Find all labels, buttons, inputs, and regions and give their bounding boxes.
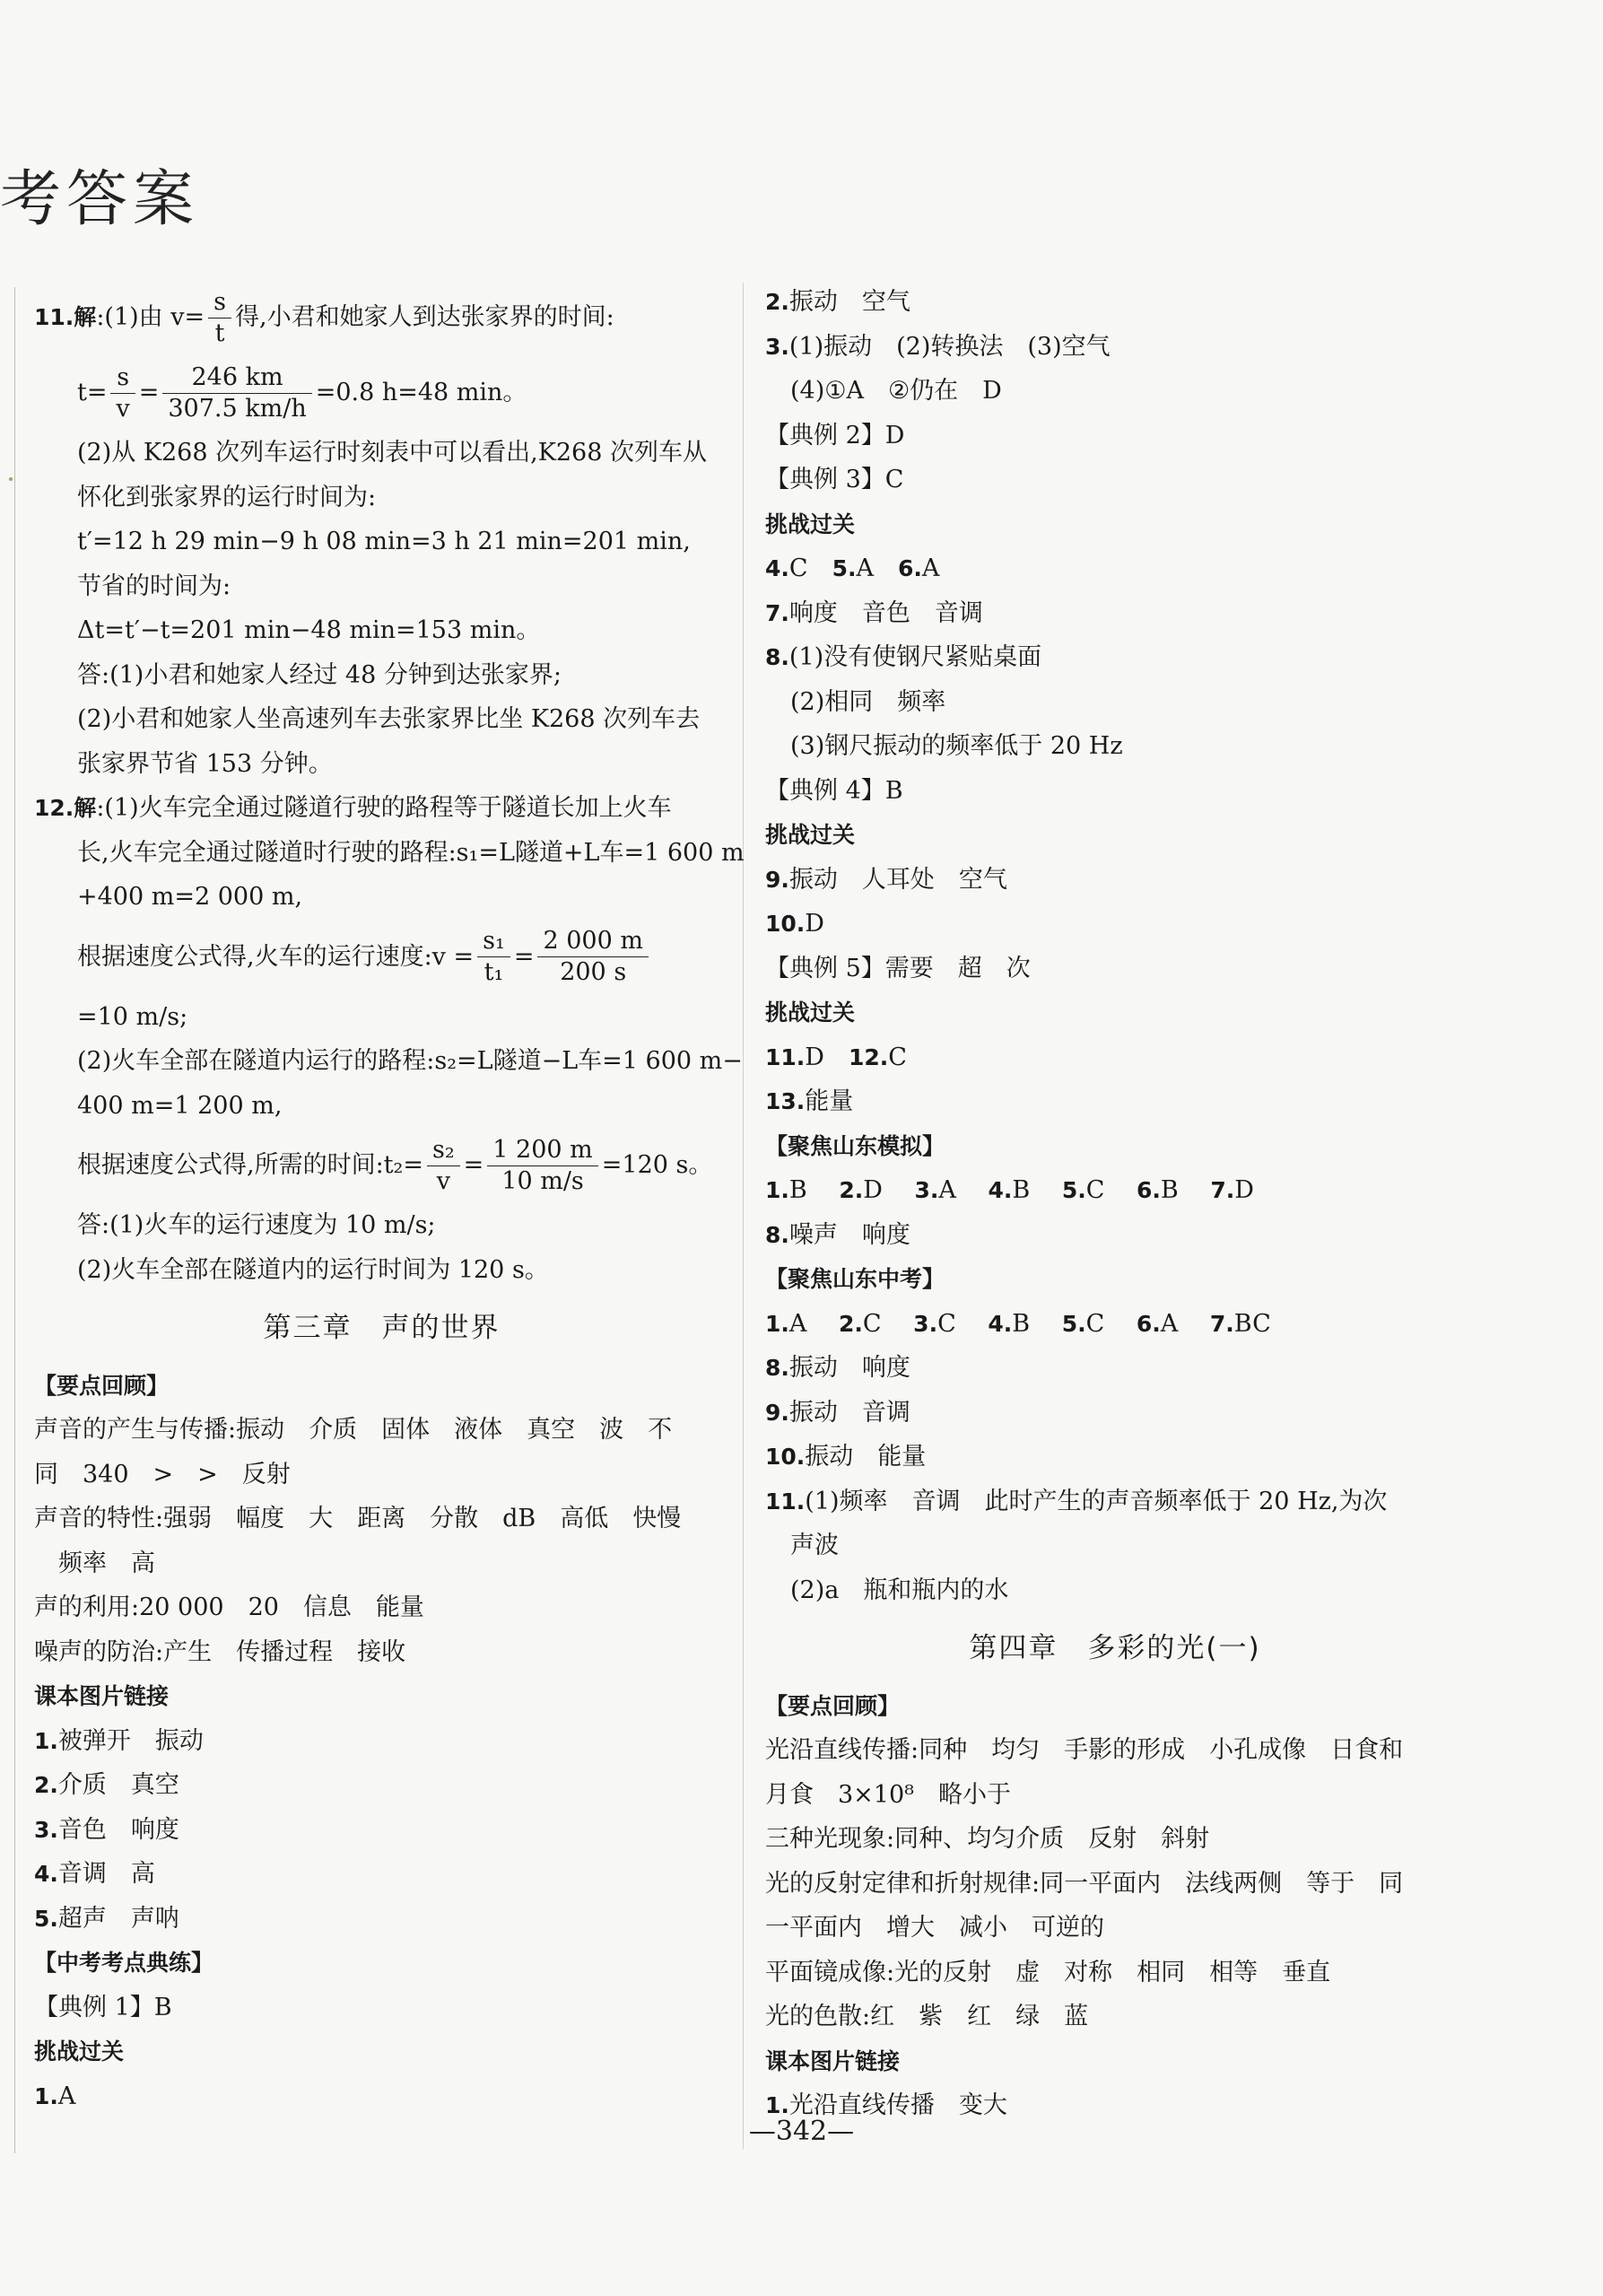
text-line: t′=12 h 29 min−9 h 08 min=3 h 21 min=201 min, — [77, 528, 691, 555]
fraction: $\frac{s}{v}$ — [110, 362, 135, 424]
q12-line-1: 12.解:(1)火车完全通过隧道行驶的路程等于隧道长加上火车 — [34, 794, 672, 822]
text-line: 光的色散:红 紫 红 绿 蓝 — [765, 2003, 1089, 2030]
page-header-title: 考答案 — [0, 164, 200, 235]
text-line: 答:(1)小君和她家人经过 48 分钟到达张家界; — [77, 660, 562, 689]
fraction: $\frac{s}{t}$ — [208, 287, 231, 349]
list-item: 10.振动 能量 — [765, 1443, 927, 1471]
section-title: 课本图片链接 — [765, 2047, 901, 2074]
list-item: 10.D — [765, 910, 824, 938]
text-line: 怀化到张家界的运行时间为: — [77, 483, 377, 511]
section-title: 挑战过关 — [765, 822, 856, 848]
text-line: 同 340 > > 反射 — [34, 1460, 291, 1488]
list-item: 4.C 5.A 6.A — [765, 554, 940, 582]
list-item: 11.D 12.C — [765, 1043, 907, 1071]
section-title: 挑战过关 — [765, 1000, 856, 1026]
text-line: (2)a 瓶和瓶内的水 — [790, 1576, 1009, 1604]
text-line: 张家界节省 153 分钟。 — [77, 749, 333, 778]
text-line: 【典例 2】D — [765, 421, 905, 450]
text-line: 【典例 3】C — [765, 466, 904, 493]
section-title: 【聚焦山东模拟】 — [765, 1132, 945, 1159]
text-line: 一平面内 增大 减小 可逆的 — [765, 1914, 1104, 1942]
left-column — [34, 280, 745, 2118]
text-line: 平面镜成像:光的反射 虚 对称 相同 相等 垂直 — [765, 1958, 1331, 1986]
list-item: 5.超声 声呐 — [34, 1904, 179, 1933]
text-line: 【典例 5】需要 超 次 — [765, 954, 1031, 982]
text-line: 光的反射定律和折射规律:同一平面内 法线两侧 等于 同 — [765, 1869, 1404, 1898]
list-item: 11.(1)频率 音调 此时产生的声音频率低于 20 Hz,为次 — [765, 1487, 1388, 1515]
fraction: $\frac{1 200 m}{10 m/s}$ — [487, 1135, 597, 1197]
text-line: (2)火车全部在隧道内的运行时间为 120 s。 — [77, 1255, 549, 1284]
list-item: 3.(1)振动 (2)转换法 (3)空气 — [765, 332, 1111, 361]
list-item: 9.振动 音调 — [765, 1398, 910, 1427]
text-line: 月食 3×10⁸ 略小于 — [765, 1780, 1011, 1809]
text-line: 长,火车完全通过隧道时行驶的路程:s₁=L隧道+L车=1 600 m — [77, 838, 745, 867]
list-item: 2.介质 真空 — [34, 1771, 179, 1799]
margin-mark — [9, 477, 13, 481]
list-item: 8.噪声 响度 — [765, 1220, 910, 1249]
chapter-3-title: 第三章 声的世界 — [263, 1312, 501, 1344]
list-item: 9.振动 人耳处 空气 — [765, 865, 1007, 894]
list-item: 3.音色 响度 — [34, 1815, 179, 1844]
text-line: 声音的产生与传播:振动 介质 固体 液体 真空 波 不 — [34, 1416, 673, 1444]
list-item: 7.响度 音色 音调 — [765, 598, 983, 627]
q12-time-line: 根据速度公式得,所需的时间:t₂= $\frac{\text{s₂}}{v}$ = $\frac{1 200 m}{10 m/s}$ =120 s。 — [77, 1135, 713, 1195]
section-title: 挑战过关 — [765, 511, 856, 537]
section-title: 课本图片链接 — [34, 1683, 170, 1709]
text-line: (2)小君和她家人坐高速列车去张家界比坐 K268 次列车去 — [77, 705, 701, 733]
page-number: —342— — [748, 2116, 855, 2147]
text-line: 声波 — [790, 1532, 839, 1559]
q12-velocity-line: 根据速度公式得,火车的运行速度:v = $\frac{\text{s₁}}{\text{t₁}}$ = $\frac{2 000 m}{200 s}$ — [34, 920, 729, 995]
chapter-4-title: 第四章 多彩的光(一) — [969, 1632, 1261, 1664]
text-line: (2)相同 频率 — [790, 687, 946, 716]
text-line: (2)火车全部在隧道内运行的路程:s₂=L隧道−L车=1 600 m− — [77, 1047, 743, 1075]
list-item: 8.(1)没有使钢尺紧贴桌面 — [765, 643, 1042, 671]
section-title: 【中考考点典练】 — [34, 1950, 214, 1976]
list-item: 1.光沿直线传播 变大 — [765, 2091, 1007, 2119]
text-line: (2)从 K268 次列车运行时刻表中可以看出,K268 次列车从 — [77, 439, 707, 467]
fraction: $\frac{\text{s₂}}{v}$ — [427, 1135, 460, 1197]
text-line: 节省的时间为: — [77, 572, 231, 600]
text-line: 【典例 4】B — [765, 776, 903, 805]
text-line: 噪声的防治:产生 传播过程 接收 — [34, 1637, 406, 1666]
left-margin-rule — [14, 287, 15, 2153]
text-line: 光沿直线传播:同种 均匀 手影的形成 小孔成像 日食和 — [765, 1736, 1404, 1764]
q11-line-2: t= $\frac{s}{v}$ = $\frac{246 km}{307.5 km/h}$ =0.8 h=48 min。 — [77, 362, 527, 423]
text-line: =10 m/s; — [77, 1002, 188, 1031]
text-line: 三种光现象:同种、均匀介质 反射 斜射 — [765, 1825, 1210, 1853]
right-column — [765, 280, 1465, 2128]
list-item: 1.被弹开 振动 — [34, 1726, 204, 1755]
list-item: 4.音调 高 — [34, 1860, 155, 1888]
section-title: 【要点回顾】 — [34, 1372, 170, 1399]
text-line: (3)钢尺振动的频率低于 20 Hz — [790, 732, 1123, 760]
section-title: 【要点回顾】 — [765, 1692, 901, 1719]
answer-row: 1.B 2.D 3.A 4.B 5.C 6.B 7.D — [765, 1176, 1254, 1204]
section-title: 【聚焦山东中考】 — [765, 1266, 945, 1292]
list-item: 2.振动 空气 — [765, 288, 910, 316]
fraction: $\frac{246 km}{307.5 km/h}$ — [162, 362, 311, 424]
text-line: (4)①A ②仍在 D — [790, 377, 1002, 405]
text-line: 声音的特性:强弱 幅度 大 距离 分散 dB 高低 快慢 — [34, 1505, 682, 1532]
column-divider — [743, 283, 744, 2149]
text-line: 答:(1)火车的运行速度为 10 m/s; — [77, 1211, 436, 1239]
q11-line-1: 11. 解 :(1)由 v= $\frac{s}{t}$ 得,小君和她家人到达张家界的时间: — [34, 287, 614, 347]
list-item: 13.能量 — [765, 1087, 854, 1115]
list-item: 8.振动 响度 — [765, 1354, 910, 1382]
text-line: 声的利用:20 000 20 信息 能量 — [34, 1593, 424, 1621]
text-line: 频率 高 — [34, 1549, 155, 1577]
list-item: 1.A — [34, 2082, 76, 2110]
text-line: Δt=t′−t=201 min−48 min=153 min。 — [77, 616, 541, 644]
fraction: $\frac{2 000 m}{200 s}$ — [537, 926, 648, 988]
answer-row: 1.A 2.C 3.C 4.B 5.C 6.A 7.BC — [765, 1309, 1271, 1338]
text-line: 【典例 1】B — [34, 1993, 172, 2021]
text-line: +400 m=2 000 m, — [77, 883, 303, 911]
text-line: 400 m=1 200 m, — [77, 1091, 283, 1120]
section-title: 挑战过关 — [34, 2038, 125, 2065]
fraction: $\frac{\text{s₁}}{\text{t₁}}$ — [477, 926, 510, 988]
